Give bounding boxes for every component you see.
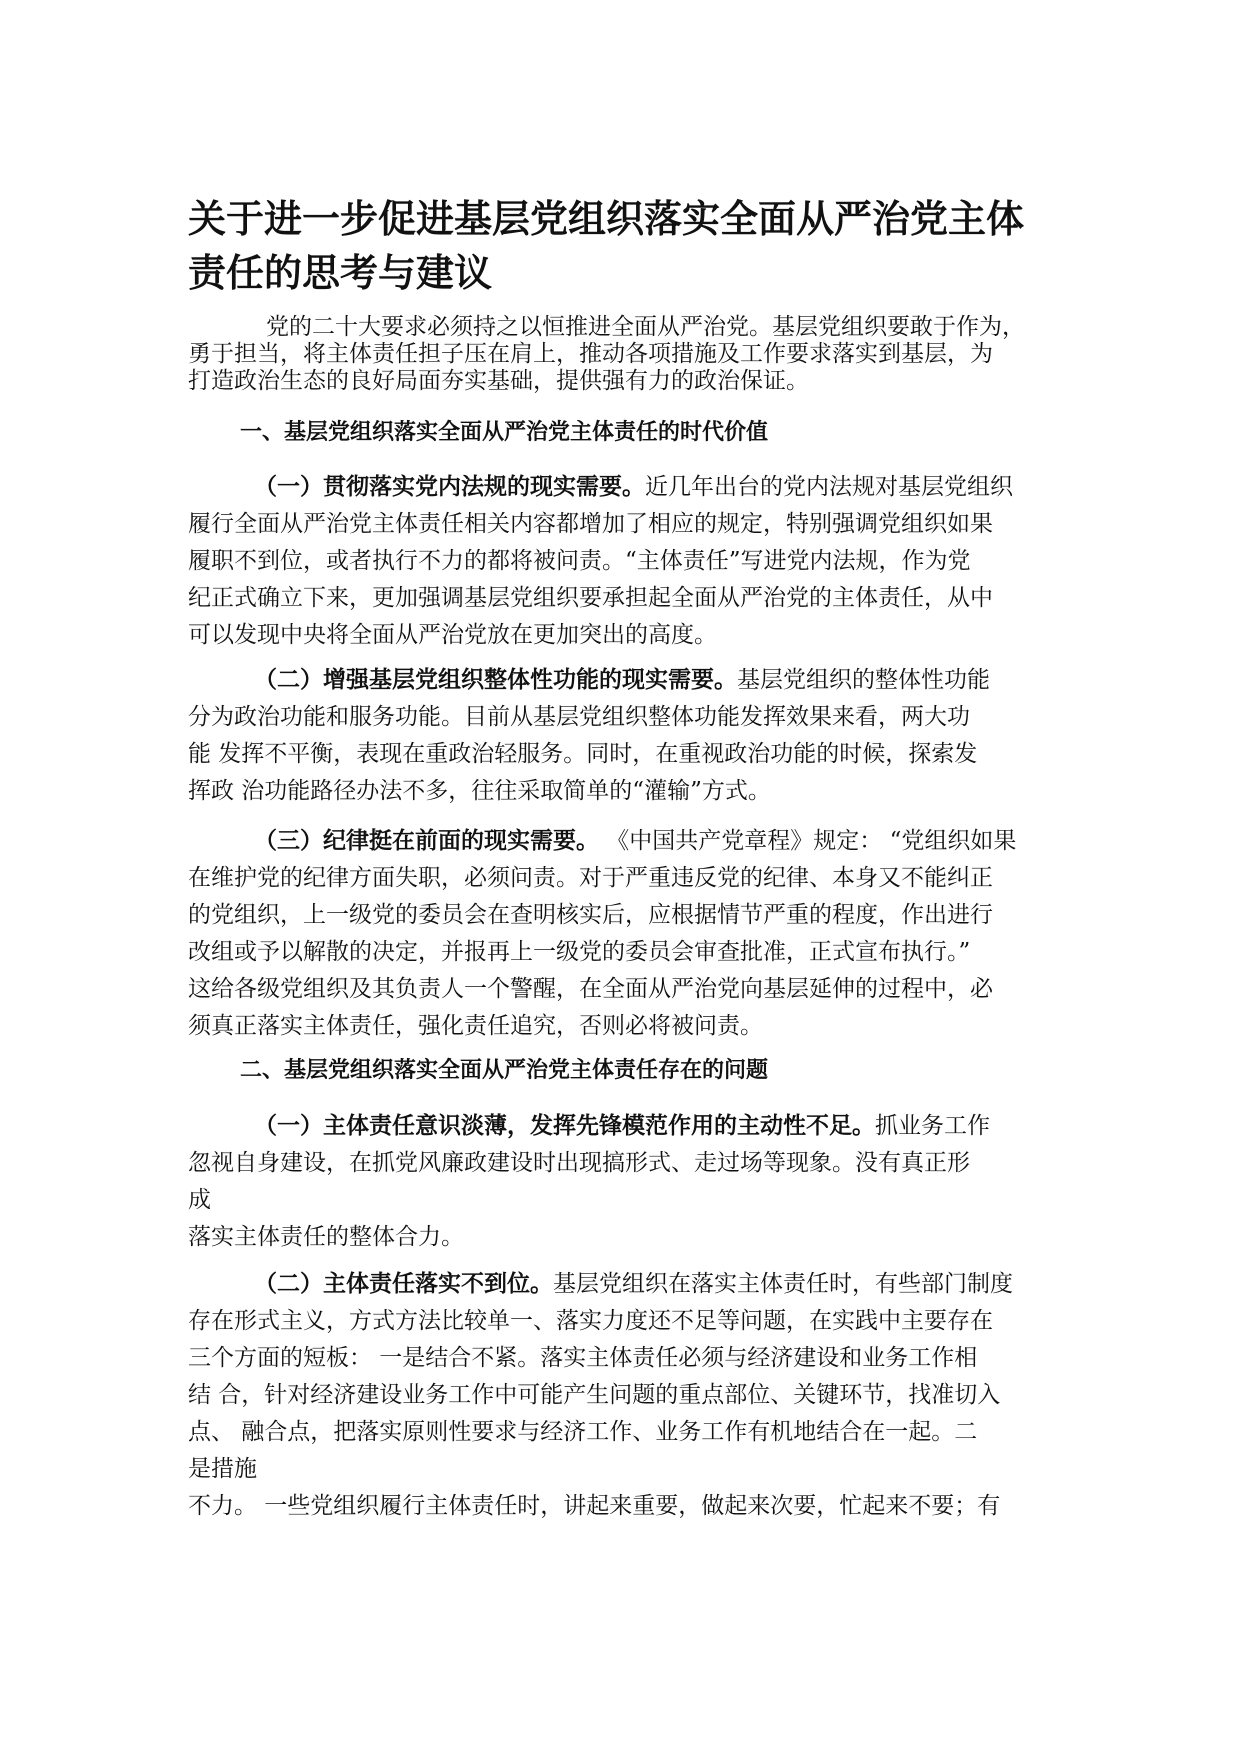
text-line: 打造政治生态的良好局面夯实基础，提供强有力的政治保证。 bbox=[188, 368, 809, 394]
text-line: 在维护党的纪律方面失职，必须问责。对于严重违反党的纪律、本身又不能纠正 bbox=[188, 865, 993, 891]
section-heading-2: 二、基层党组织落实全面从严治党主体责任存在的问题 bbox=[240, 1058, 769, 1083]
text-line: 是措施 bbox=[188, 1456, 257, 1482]
paragraph-lead: （一）贯彻落实党内法规的现实需要。 bbox=[254, 474, 645, 500]
text-line: （三）纪律挺在前面的现实需要。 《中国共产党章程》规定： “党组织如果 bbox=[254, 828, 1017, 854]
title-line: 关于进一步促进基层党组织落实全面从严治党主体 bbox=[188, 197, 1025, 241]
paragraph-2-2 bbox=[188, 1266, 1068, 1525]
text-line: 成 bbox=[188, 1187, 211, 1213]
text-line: 履行全面从严治党主体责任相关内容都增加了相应的规定，特别强调党组织如果 bbox=[188, 511, 993, 537]
text-line: 分为政治功能和服务功能。目前从基层党组织整体功能发挥效果来看，两大功 bbox=[188, 704, 970, 730]
document-title bbox=[188, 192, 1088, 300]
paragraph-lead: （二）增强基层党组织整体性功能的现实需要。 bbox=[254, 667, 737, 693]
text-line: 这给各级党组织及其负责人一个警醒，在全面从严治党向基层延伸的过程中，必 bbox=[188, 976, 993, 1002]
text-line: 改组或予以解散的决定，并报再上一级党的委员会审查批准，正式宣布执行。” bbox=[188, 939, 971, 965]
text-line: 忽视自身建设，在抓党风廉政建设时出现搞形式、走过场等现象。没有真正形 bbox=[188, 1150, 970, 1176]
paragraph-lead: （二）主体责任落实不到位。 bbox=[254, 1271, 553, 1297]
text-line: 存在形式主义，方式方法比较单一、落实力度还不足等问题，在实践中主要存在 bbox=[188, 1308, 993, 1334]
text-line: 结 合，针对经济建设业务工作中可能产生问题的重点部位、关键环节，找准切入 bbox=[188, 1382, 1001, 1408]
paragraph-1-3 bbox=[188, 823, 1068, 1045]
text-line: 落实主体责任的整体合力。 bbox=[188, 1224, 464, 1250]
paragraph-1-2 bbox=[188, 662, 1068, 810]
paragraph-lead: （三）纪律挺在前面的现实需要。 bbox=[254, 828, 599, 854]
text-line: （二）主体责任落实不到位。基层党组织在落实主体责任时，有些部门制度 bbox=[254, 1271, 1013, 1297]
text-line: 三个方面的短板： 一是结合不紧。落实主体责任必须与经济建设和业务工作相 bbox=[188, 1345, 978, 1371]
text-line: 不力。 一些党组织履行主体责任时，讲起来重要，做起来次要，忙起来不要；有 bbox=[188, 1493, 1001, 1519]
text-line: 点、 融合点，把落实原则性要求与经济工作、业务工作有机地结合在一起。二 bbox=[188, 1419, 978, 1445]
text-line: （二）增强基层党组织整体性功能的现实需要。基层党组织的整体性功能 bbox=[254, 667, 990, 693]
text-line: 能 发挥不平衡，表现在重政治轻服务。同时，在重视政治功能的时候，探索发 bbox=[188, 741, 978, 767]
text-line: 可以发现中央将全面从严治党放在更加突出的高度。 bbox=[188, 622, 717, 648]
title-line: 责任的思考与建议 bbox=[188, 251, 493, 295]
paragraph-2-1 bbox=[188, 1108, 1068, 1256]
text-line: 的党组织，上一级党的委员会在查明核实后，应根据情节严重的程度，作出进行 bbox=[188, 902, 993, 928]
text-line: 勇于担当，将主体责任担子压在肩上，推动各项措施及工作要求落实到基层，为 bbox=[188, 341, 993, 367]
text-line: 履职不到位，或者执行不力的都将被问责。“主体责任”写进党内法规，作为党 bbox=[188, 548, 971, 574]
text-line: （一）主体责任意识淡薄，发挥先锋模范作用的主动性不足。抓业务工作 bbox=[254, 1113, 990, 1139]
text-line: 纪正式确立下来，更加强调基层党组织要承担起全面从严治党的主体责任，从中 bbox=[188, 585, 993, 611]
text-line: （一）贯彻落实党内法规的现实需要。近几年出台的党内法规对基层党组织 bbox=[254, 474, 1013, 500]
paragraph-1-1 bbox=[188, 469, 1068, 654]
paragraph-lead: （一）主体责任意识淡薄，发挥先锋模范作用的主动性不足。 bbox=[254, 1113, 875, 1139]
intro-paragraph bbox=[188, 314, 1068, 395]
text-line: 须真正落实主体责任，强化责任追究，否则必将被问责。 bbox=[188, 1013, 763, 1039]
section-heading-1: 一、基层党组织落实全面从严治党主体责任的时代价值 bbox=[240, 420, 769, 445]
text-line: 挥政 治功能路径办法不多，往往采取简单的“灌输”方式。 bbox=[188, 778, 771, 804]
text-line: 党的二十大要求必须持之以恒推进全面从严治党。基层党组织要敢于作为， bbox=[266, 314, 1025, 340]
